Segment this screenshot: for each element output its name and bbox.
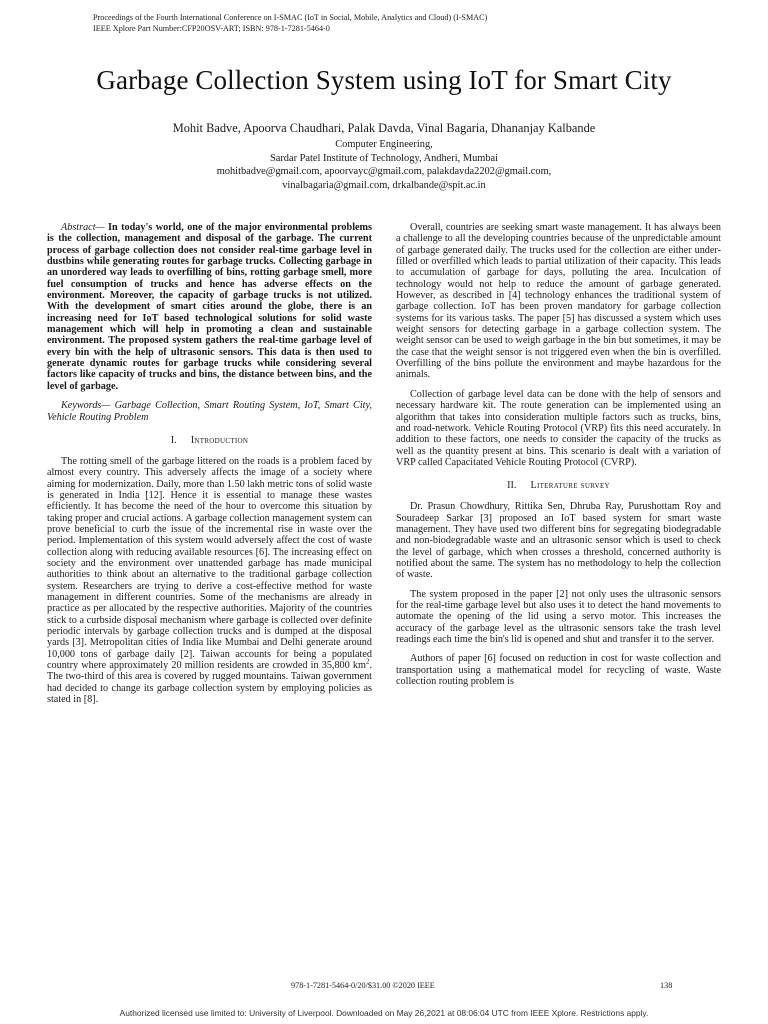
affiliation-emails-1: mohitbadve@gmail.com, apoorvayc@gmail.com, palakdavda2202@gmail.com,: [216, 166, 552, 178]
paragraph: Overall, countries are seeking smart waste management. It has always been a challenge to all the developing countries because of the unpredictable amount of garbage generated daily. The trucks used for the collection are either under-filled or overfilled which leads to partial utilization of their capacity. This leads to accumulation of garbage for days, polluting the area. Inculcation of technology would not help to reduce the amount of garbage generated. However, as described in [4] technology enhances the traditional system of garbage collection. IoT has been proven mandatory for garbage collection systems for its various tasks. The paper [5] has discussed a system which uses weight sensors for detecting garbage in a garbage collection system. The weight sensor can be used to weigh garbage in the bin but sometimes, it may be the case that the weight sensor is not triggered even when the bin is overfilled. Overfilling of the bins pollute the environment and maybe hazardous for the animals.: [396, 222, 721, 381]
page-number: 138: [660, 981, 673, 990]
abstract: [47, 222, 372, 392]
paragraph: Dr. Prasun Chowdhury, Rittika Sen, Dhruba Ray, Purushottam Roy and Souradeep Sarkar [3] proposed an IoT based system for smart waste management. They have used two different bins for segregating biodegradable and non-biodegradable waste and an ultrasonic sensor which is used to check the level of garbage, which when crosses a threshold, concerned authority is notified about the same. The system has no methodology to help the collection of waste.: [396, 501, 721, 581]
paragraph: Collection of garbage level data can be done with the help of sensors and necessary hardware kit. The route generation can be implemented using an algorithm that takes into consideration multiple factors such as trucks, bins, and road-network. Vehicle Routing Protocol (VRP) fits this need accurately. In addition to these factors, one needs to consider the capacity of the trucks as well as the quantity present at bins. This scenario is dealt with a variation of VRP called Capacitated Vehicle Routing Protocol (CVRP).: [396, 388, 721, 468]
right-column: [396, 222, 721, 695]
left-column: [47, 222, 372, 713]
paper-title: Garbage Collection System using IoT for Smart City: [96, 65, 672, 95]
affiliation-emails-2: vinalbagaria@gmail.com, drkalbande@spit.ac.in: [282, 179, 486, 191]
proceedings-line-2: IEEE Xplore Part Number:CFP20OSV-ART; ISBN: 978-1-7281-5464-0: [93, 24, 330, 33]
paper-authors: Mohit Badve, Apoorva Chaudhari, Palak Davda, Vinal Bagaria, Dhananjay Kalbande: [172, 121, 596, 135]
abstract-body: In today's world, one of the major environmental problems is the collection, management and disposal of the garbage. The current process of garbage collection does not consider real-time garbage level in dustbins while generating routes for garbage trucks. Collecting garbage in an unordered way leads to overfilling of bins, rotting garbage smell, more fuel consumption of trucks and hence has adverse effects on the environment. Moreover, the capacity of garbage trucks is not utilized. With the development of smart cities around the globe, there is an increasing need for IoT based technological solutions for solid waste management which will help in promoting a clean and sustainable environment. The proposed system gathers the real-time garbage level of every bin with the help of ultrasonic sensors. This data is then used to generate dynamic routes for garbage trucks while considering several factors like capacity of trucks and bins, the distance between bins, and the level of garbage.: [47, 222, 372, 392]
section-number: I.: [170, 434, 177, 446]
intro-text: The rotting smell of the garbage littered on the roads is a problem faced by almost every country. This adversely affects the image of a society where aiming for modernization. Daily, more than 1.50 lakh metric tons of solid waste is generated in India [12]. Hence it is essential to manage these wastes efficiently. It has become the need of the hour to overcome this situation by taking proper and crucial actions. A garbage collection management system can prove beneficial to curb the issue of the incremental rise in waste over the period. Implementation of this system would adversely affect the cost of waste collection along with reducing available resources [6]. The increasing effect on society and the environment over unattended garbage has made municipal authorities to think about an alternative to the traditional garbage collection system. Researchers are trying to derive a cost-effective method for waste management in different countries. Some of the mechanisms are already in practice as per allocated by the respective authorities. Majority of the countries stick to a curbside disposal mechanism where garbage is collected over definite periodic intervals by garbage collection trucks and is dumped at the disposal yards [3]. Metropolitan cities of India like Mumbai and Delhi generate around 10,000 tons of garbage daily [2]. Taiwan accounts for being a populated country where approximately 20 million residents are crowded in 35,800 km: [47, 455, 372, 672]
paragraph: The system proposed in the paper [2] not only uses the ultrasonic sensors for the real-time garbage level but also uses it to detect the hand movements to automate the opening of the lid using a servo motor. This increases the accuracy of the garbage level as the ultrasonic sensors take the trash level readings each time the bin's lid is opened and shut and transfer it to the server.: [396, 588, 721, 645]
keywords-body: Garbage Collection, Smart Routing System, IoT, Smart City, Vehicle Routing Problem: [47, 400, 372, 423]
proceedings-header: [93, 12, 713, 34]
section-title: Literature survey: [530, 480, 610, 492]
keywords: [47, 400, 372, 423]
superscript: 2: [365, 657, 370, 666]
keywords-lead: Keywords—: [61, 400, 111, 412]
section-title: Introduction: [190, 434, 249, 446]
section-heading-literature-survey: [396, 480, 721, 492]
paragraph: Authors of paper [6] focused on reduction in cost for waste collection and transportation using a mathematical model for recycling of waste. Waste collection routing problem is: [396, 653, 721, 688]
intro-text-continued: . The two-third of this area is covered by rugged mountains. Taiwan government had decided to change its garbage collection system by employing policies as stated in [8].: [47, 660, 372, 706]
section-heading-introduction: [47, 435, 372, 447]
affiliation-department: Computer Engineering,: [335, 139, 433, 150]
footer-isbn: 978-1-7281-5464-0/20/$31.00 ©2020 IEEE: [291, 981, 435, 990]
affiliation-institute: Sardar Patel Institute of Technology, Andheri, Mumbai: [269, 152, 499, 164]
proceedings-line-1: Proceedings of the Fourth International Conference on I-SMAC (IoT in Social, Mobile, Analytics and Cloud) (I-SMAC): [93, 13, 488, 22]
author-affiliation: [0, 138, 768, 192]
license-notice: Authorized licensed use limited to: University of Liverpool. Downloaded on May 26,2021 at 08:06:04 UTC from IEEE Xplore. Restrictions apply.: [119, 1008, 649, 1018]
abstract-lead: Abstract—: [61, 222, 105, 233]
introduction-paragraph: [47, 456, 372, 706]
section-number: II.: [507, 480, 517, 492]
